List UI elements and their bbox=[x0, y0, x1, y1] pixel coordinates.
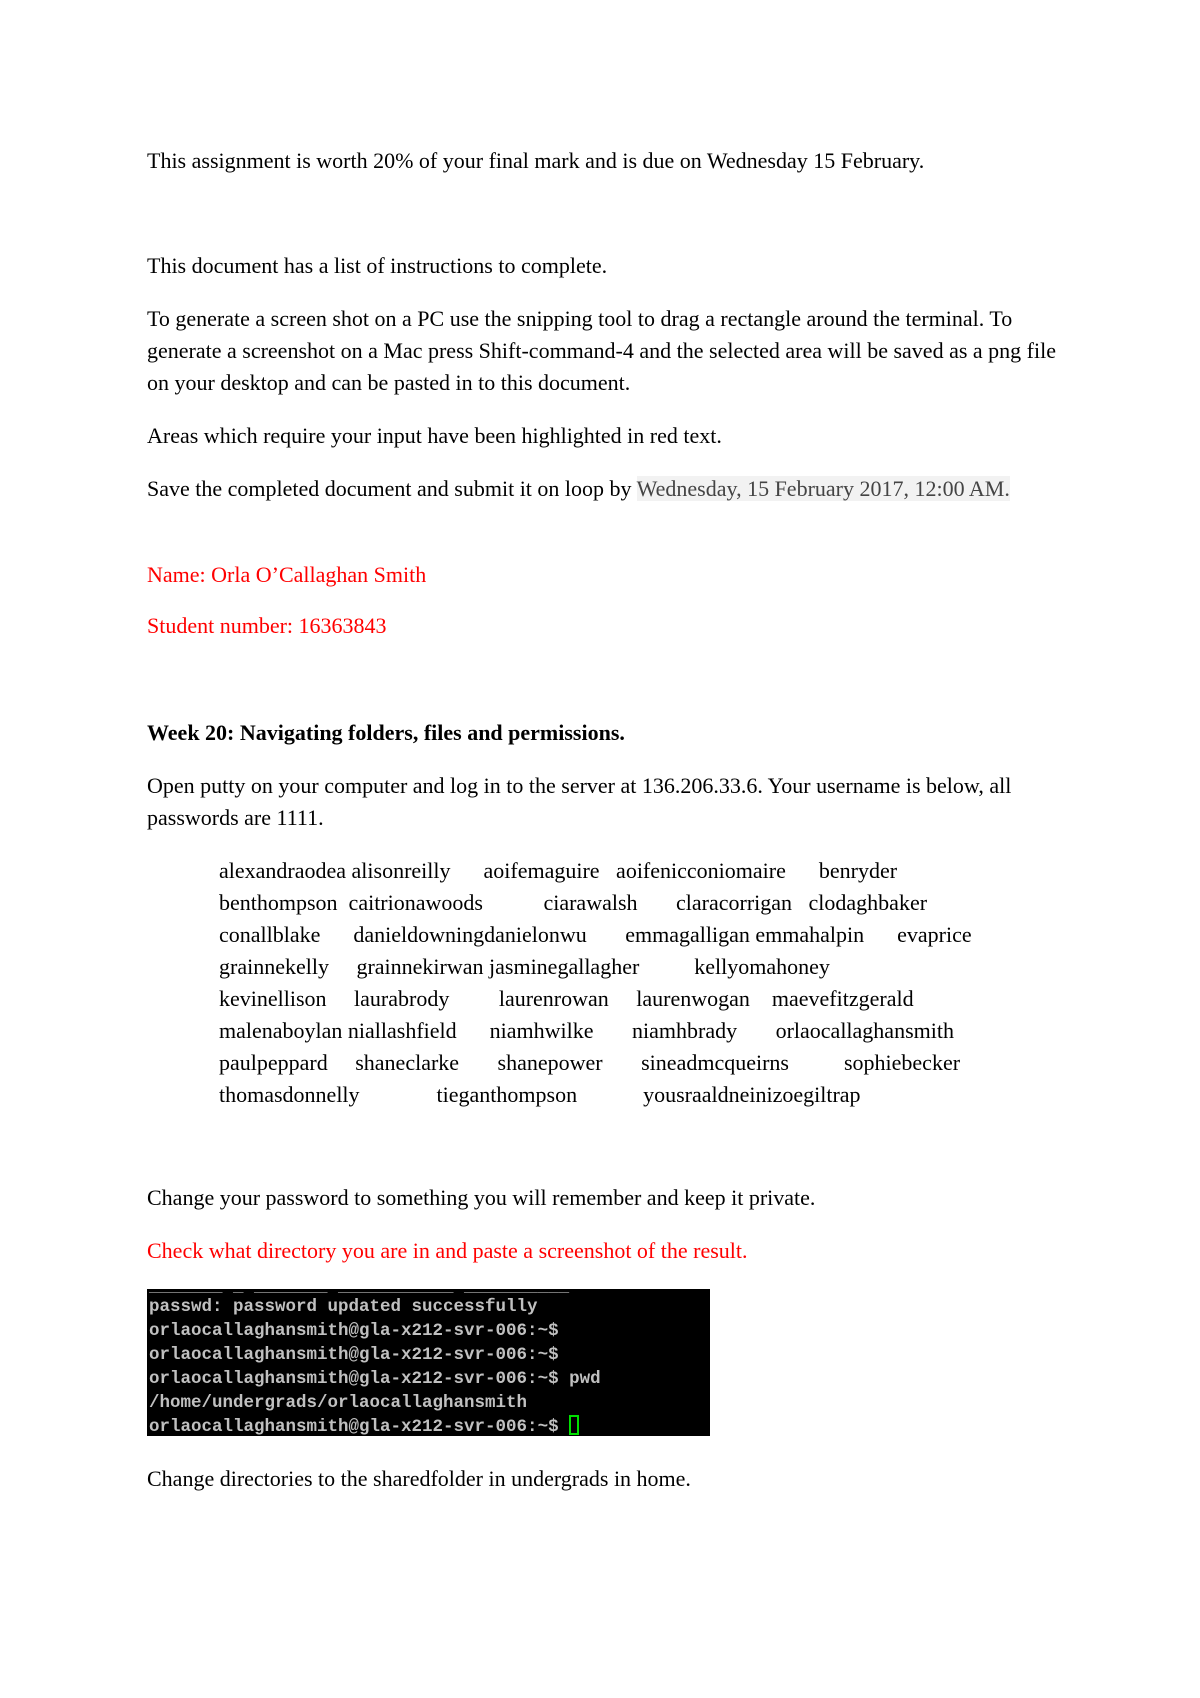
screenshot-help-text: To generate a screen shot on a PC use the snipping tool to drag a rectangle around the terminal. To generate a screenshot on a Mac press Shift-command-4 and the selected area will be saved as a png file on your desktop and can be pasted in to this document. bbox=[147, 306, 1056, 395]
terminal-cut-line: _______ _ _______ ___________ __________ bbox=[149, 1277, 570, 1297]
change-directory-text: Change directories to the sharedfolder in undergrads in home. bbox=[147, 1466, 691, 1491]
terminal-prompt-line bbox=[149, 1415, 579, 1439]
terminal-line: orlaocallaghansmith@gla-x212-svr-006:~$ pwd bbox=[149, 1369, 601, 1389]
instructions-list-text: This document has a list of instructions to complete. bbox=[147, 253, 608, 278]
username-row: kevinellison laurabrody laurenrowan laurenwogan maevefitzgerald bbox=[219, 986, 914, 1011]
change-password-text: Change your password to something you will remember and keep it private. bbox=[147, 1185, 816, 1210]
username-row: malenaboylan niallashfield niamhwilke niamhbrady orlaocallaghansmith bbox=[219, 1018, 954, 1043]
username-row: conallblake danieldowningdanielonwu emmagalligan emmahalpin evaprice bbox=[219, 922, 972, 947]
terminal-line: orlaocallaghansmith@gla-x212-svr-006:~$ bbox=[149, 1321, 559, 1341]
week-heading: Week 20: Navigating folders, files and permissions. bbox=[147, 720, 625, 745]
username-row: thomasdonnelly tieganthompson yousraaldneinizoegiltrap bbox=[219, 1082, 861, 1107]
terminal-line: passwd: password updated successfully bbox=[149, 1297, 538, 1317]
username-row: alexandraodea alisonreilly aoifemaguire aoifenicconiomaire benryder bbox=[219, 858, 898, 883]
check-directory-task: Check what directory you are in and paste a screenshot of the result. bbox=[147, 1238, 748, 1263]
terminal-line: orlaocallaghansmith@gla-x212-svr-006:~$ bbox=[149, 1345, 559, 1365]
username-row: paulpeppard shaneclarke shanepower sineadmcqueirns sophiebecker bbox=[219, 1050, 961, 1075]
areas-note-text: Areas which require your input have been highlighted in red text. bbox=[147, 423, 722, 448]
open-putty-text: Open putty on your computer and log in to the server at 136.206.33.6. Your username is below, all passwords are 1111. bbox=[147, 773, 1012, 830]
terminal-prompt: orlaocallaghansmith@gla-x212-svr-006:~$ bbox=[149, 1417, 570, 1437]
student-number: Student number: 16363843 bbox=[147, 613, 387, 638]
username-row: benthompson caitrionawoods ciarawalsh claracorrigan clodaghbaker bbox=[219, 890, 928, 915]
due-date-highlight: Wednesday, 15 February 2017, 12:00 AM. bbox=[636, 476, 1010, 501]
save-instructions bbox=[147, 473, 1077, 505]
assignment-worth-text: This assignment is worth 20% of your final mark and is due on Wednesday 15 February. bbox=[147, 148, 925, 173]
student-name: Name: Orla O’Callaghan Smith bbox=[147, 562, 427, 587]
save-prefix-text: Save the completed document and submit it on loop by bbox=[147, 476, 637, 501]
username-row: grainnekelly grainnekirwan jasminegallagher kellyomahoney bbox=[219, 954, 830, 979]
terminal-line: /home/undergrads/orlaocallaghansmith bbox=[149, 1393, 528, 1413]
terminal-cursor bbox=[569, 1415, 579, 1435]
terminal-screenshot bbox=[147, 1277, 710, 1437]
